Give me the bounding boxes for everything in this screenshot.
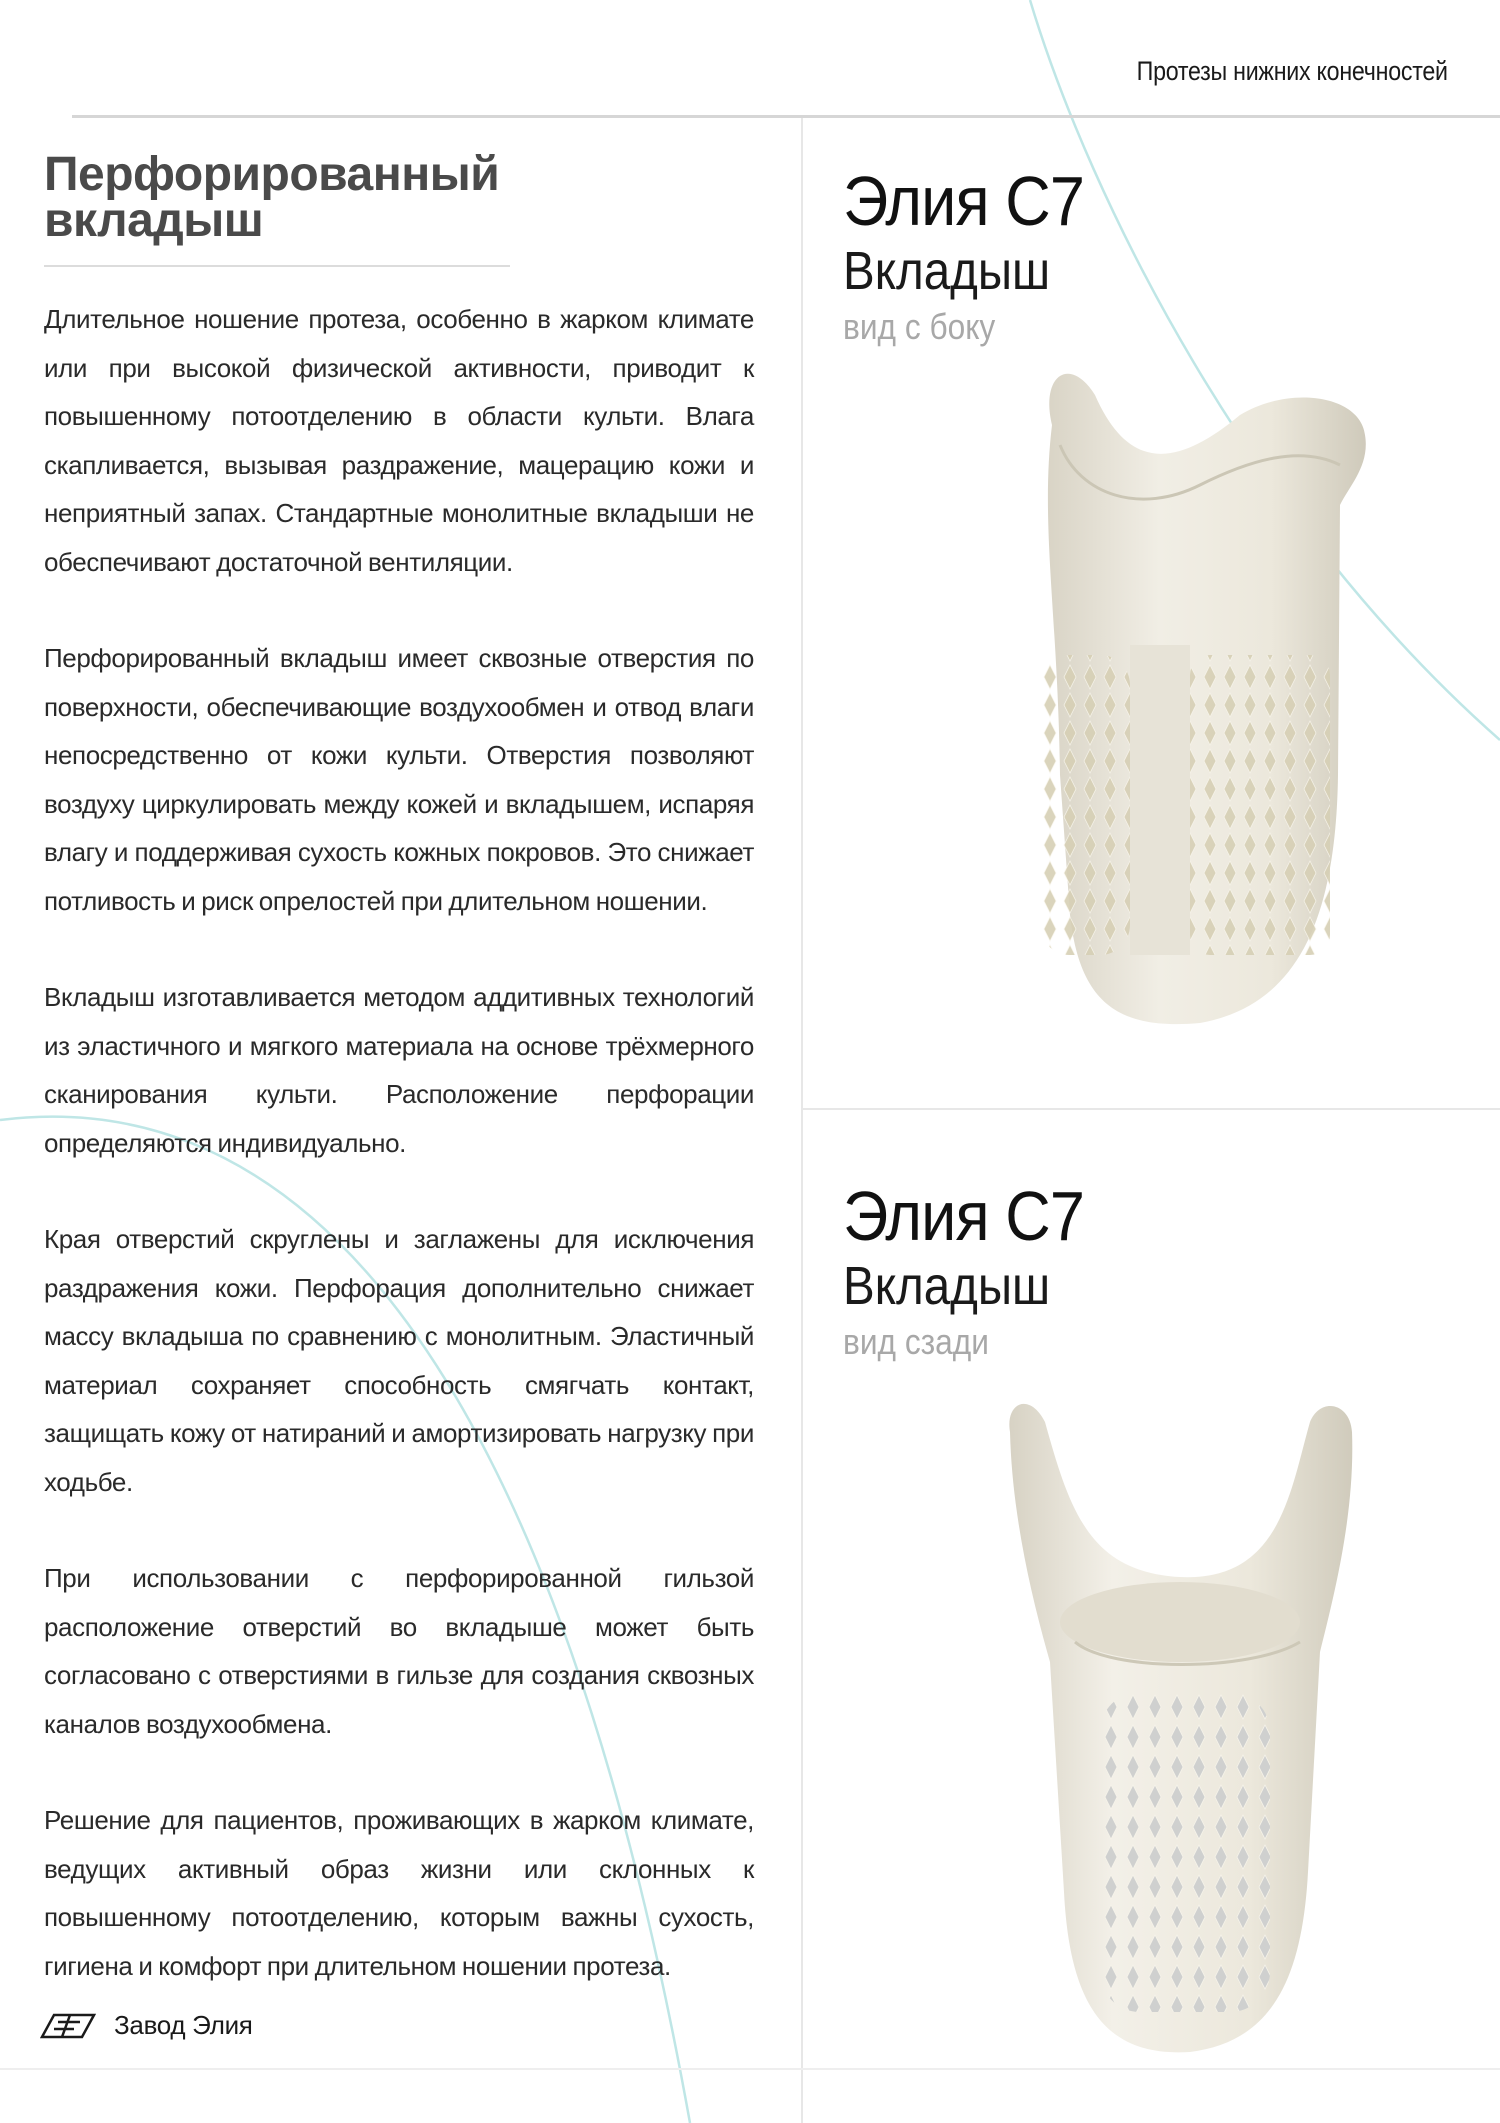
paragraph: Длительное ношение протеза, особенно в жарком климате или при высокой физической активности, приводит к повышенному потоотделению в области культи. Влага скапливается, вызывая раздражение, мацерацию кожи и неприятный запах. Стандартные монолитные вкладыши не обеспечивают достаточной вентиляции. [44, 304, 754, 577]
product-view-label: вид с боку [843, 306, 996, 347]
description-text [44, 295, 754, 2038]
paragraph: Перфорированный вкладыш имеет сквозные отверстия по поверхности, обеспечивающие воздухообмен и отвод влаги непосредственно от кожи культи. Отверстия позволяют воздуху циркулировать между кожей и вкладышем, испаряя влагу и поддерживая сухость кожных покровов. Это снижает потливость и риск опрелостей при длительном ношении. [44, 643, 754, 916]
paragraph: Вкладыш изготавливается методом аддитивных технологий из эластичного и мягкого материала на основе трёхмерного сканирования культи. Расположение перфорации определяются индивидуально. [44, 982, 754, 1158]
column-divider [801, 118, 803, 2123]
product-divider [803, 1108, 1500, 1110]
company-name: Завод Элия [114, 2010, 253, 2040]
footer [40, 2010, 253, 2041]
product-brand: Элия С7 [843, 162, 1085, 240]
product-caption-side [843, 163, 1463, 351]
liner-side-view-image [1000, 355, 1370, 1035]
title-underline [44, 265, 510, 267]
elia-logo-icon [40, 2013, 96, 2039]
liner-back-view-image [990, 1392, 1370, 2057]
product-kind: Вкладыш [843, 1256, 1051, 1316]
product-view-label: вид сзади [843, 1321, 989, 1362]
product-caption-back [843, 1178, 1463, 1366]
header-divider [72, 115, 1500, 118]
product-kind: Вкладыш [843, 241, 1051, 301]
paragraph: Края отверстий скруглены и заглажены для исключения раздражения кожи. Перфорация дополнительно снижает массу вкладыша по сравнению с монолитным. Эластичный материал сохраняет способность смягчать контакт, защищать кожу от натираний и амортизировать нагрузку при ходьбе. [44, 1224, 754, 1497]
section-title [44, 148, 564, 247]
section-title-line-2: вкладыш [44, 194, 264, 247]
footer-divider [0, 2068, 1500, 2070]
section-title-line-1: Перфорированный [44, 148, 500, 201]
page-header-title: Протезы нижних конечностей [1136, 56, 1448, 86]
paragraph: При использовании с перфорированной гильзой расположение отверстий во вкладыше может быть согласовано с отверстиями в гильзе для создания сквозных каналов воздухообмена. [44, 1563, 754, 1739]
product-brand: Элия С7 [843, 1177, 1085, 1255]
paragraph: Решение для пациентов, проживающих в жарком климате, ведущих активный образ жизни или склонных к повышенному потоотделению, которым важны сухость, гигиена и комфорт при длительном ношении протеза. [44, 1805, 754, 1981]
